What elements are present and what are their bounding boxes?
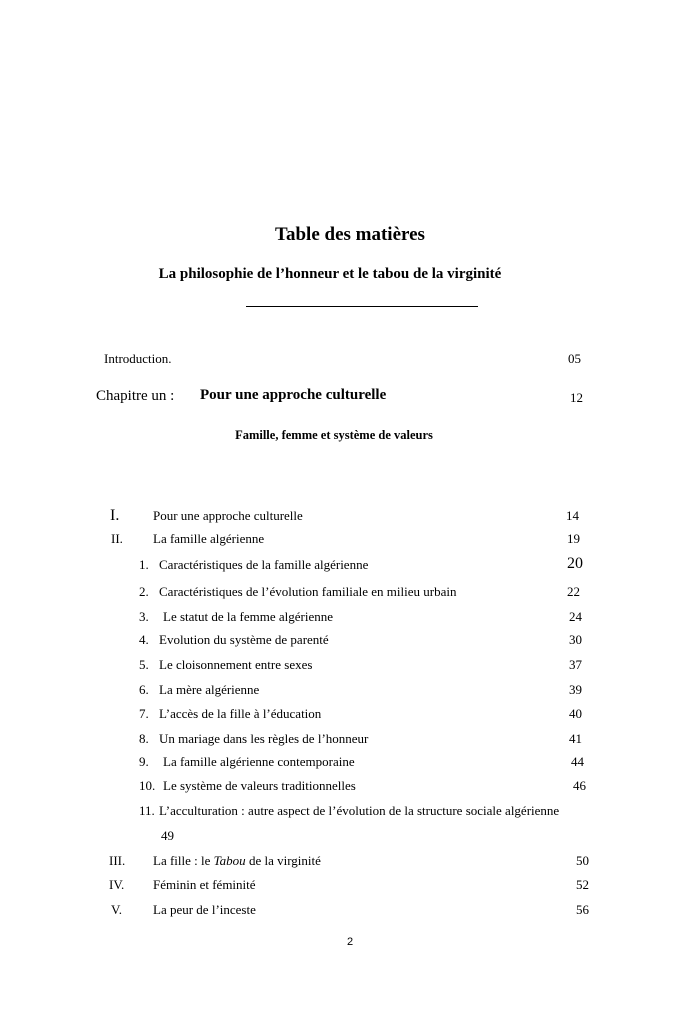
toc-entry-number: III. — [109, 853, 126, 868]
toc-entry-number: 3. — [139, 609, 149, 624]
toc-entry-title — [153, 853, 321, 869]
toc-entry-page: 14 — [566, 508, 579, 523]
toc-entry-page: 37 — [569, 657, 582, 672]
toc-entry-page: 19 — [567, 531, 580, 546]
toc-entry-page: 41 — [569, 731, 582, 746]
toc-entry-title: Un mariage dans les règles de l’honneur — [159, 731, 369, 746]
toc-entry-number: IV. — [109, 877, 125, 892]
toc-entry-page: 39 — [569, 682, 582, 697]
toc-entry-page: 49 — [161, 828, 174, 843]
toc-entry-title-part: de la virginité — [245, 853, 321, 868]
toc-entry-page: 20 — [567, 555, 583, 572]
chapter-title: Pour une approche culturelle — [200, 387, 387, 403]
toc-entry-number: V. — [111, 902, 122, 917]
toc-entry-number: 1. — [139, 557, 149, 572]
toc-introduction-page: 05 — [568, 351, 581, 366]
toc-entry-title: Le système de valeurs traditionnelles — [163, 778, 356, 793]
toc-entry-number: 10. — [139, 778, 156, 793]
toc-entry-title-italic: Tabou — [213, 853, 246, 868]
toc-entry-title: Le statut de la femme algérienne — [163, 609, 334, 624]
toc-entry-page: 40 — [569, 706, 582, 721]
toc-entry-title: La famille algérienne — [153, 531, 265, 546]
toc-entry-page: 46 — [573, 778, 586, 793]
chapter-page: 12 — [570, 390, 583, 405]
toc-entry-title: Le cloisonnement entre sexes — [159, 657, 313, 672]
chapter-label: Chapitre un : — [96, 388, 175, 404]
toc-entry-title: Caractéristiques de la famille algérienne — [159, 557, 369, 572]
page-subtitle: La philosophie de l’honneur et le tabou de la virginité — [158, 266, 502, 282]
toc-entry-number: 8. — [139, 731, 149, 746]
toc-entry-number: II. — [111, 531, 123, 546]
toc-entry-title: La peur de l’inceste — [153, 902, 256, 917]
toc-entry-title: La famille algérienne contemporaine — [163, 754, 355, 769]
toc-entry-page: 44 — [571, 754, 584, 769]
toc-entry-number: 11. — [139, 803, 155, 818]
toc-entry-title: L’acculturation : autre aspect de l’évolution de la structure sociale algérienne — [159, 803, 560, 818]
toc-entry-number: 7. — [139, 706, 149, 721]
page-title: Table des matières — [275, 224, 425, 245]
toc-entry-page: 30 — [569, 632, 582, 647]
toc-entry-title: Evolution du système de parenté — [159, 632, 329, 647]
toc-entry-number: 9. — [139, 754, 149, 769]
toc-entry-page: 56 — [576, 902, 589, 917]
toc-entry-title: Pour une approche culturelle — [153, 508, 303, 523]
toc-entry-number: 4. — [139, 632, 149, 647]
toc-entry-number: I. — [110, 507, 120, 524]
toc-entry-title: L’accès de la fille à l’éducation — [159, 706, 322, 721]
toc-entry-number: 5. — [139, 657, 149, 672]
toc-entry-title: Féminin et féminité — [153, 877, 256, 892]
toc-entry-page: 52 — [576, 877, 589, 892]
toc-entry-title: La mère algérienne — [159, 682, 260, 697]
toc-entry-title-part: La fille : le — [153, 853, 214, 868]
toc-entry-page: 22 — [567, 584, 580, 599]
toc-entry-number: 6. — [139, 682, 149, 697]
title-divider — [246, 306, 478, 307]
toc-entry-number: 2. — [139, 584, 149, 599]
toc-entry-title: Caractéristiques de l’évolution familiale en milieu urbain — [159, 584, 457, 599]
toc-introduction-label: Introduction. — [104, 351, 172, 366]
chapter-subtitle: Famille, femme et système de valeurs — [235, 428, 433, 442]
toc-entry-page: 50 — [576, 853, 589, 868]
toc-entry-page: 24 — [569, 609, 582, 624]
page-number: 2 — [346, 936, 354, 948]
